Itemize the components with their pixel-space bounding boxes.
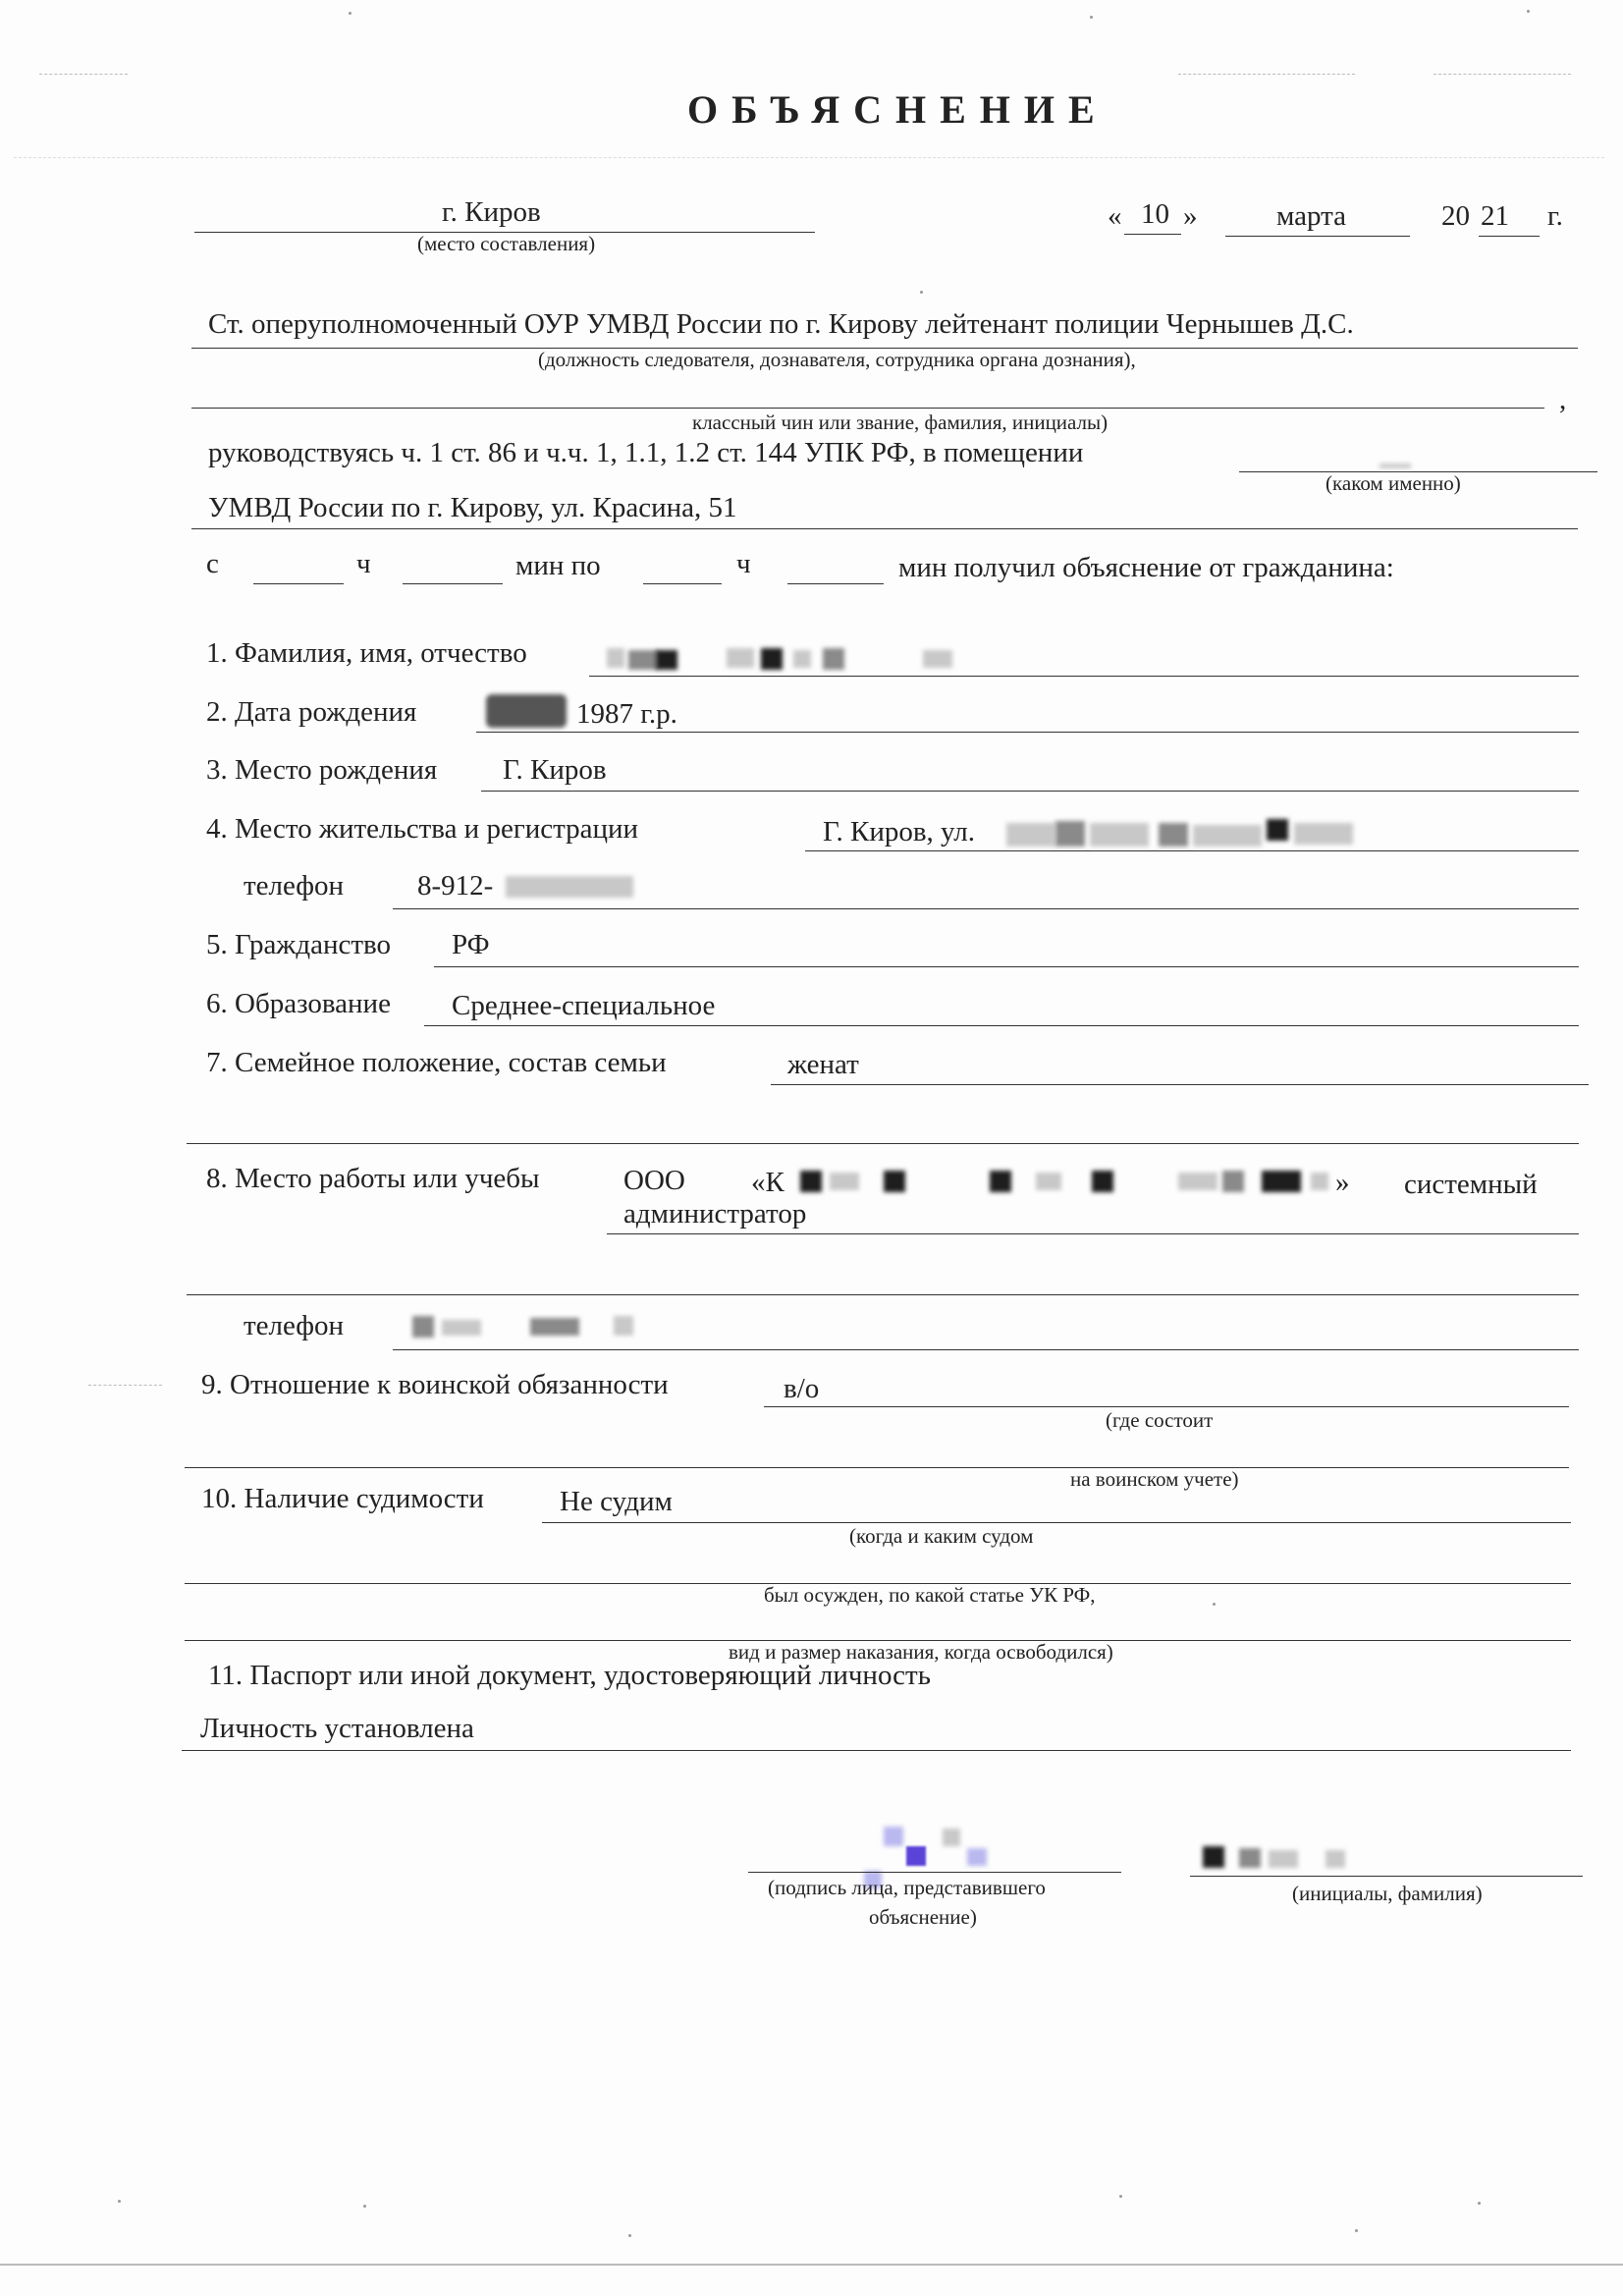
- redacted-block: [1159, 823, 1188, 847]
- signature-caption-1: (подпись лица, представившего: [768, 1876, 1046, 1899]
- scan-artifact: [363, 2205, 366, 2208]
- initials-line: [1190, 1876, 1583, 1877]
- conviction-line: [542, 1522, 1571, 1523]
- scan-artifact: [628, 2234, 631, 2237]
- redacted-block: [990, 1171, 1011, 1192]
- date-day-line: [1124, 234, 1181, 235]
- education-line: [424, 1025, 1579, 1026]
- education-label: 6. Образование: [206, 988, 391, 1019]
- passport-line: [182, 1750, 1571, 1751]
- birthplace-label: 3. Место рождения: [206, 754, 438, 786]
- initials-redaction: [1325, 1850, 1345, 1868]
- redacted-block: [727, 648, 754, 668]
- signature-redaction: [906, 1846, 926, 1866]
- military-caption-1: (где состоит: [1106, 1408, 1214, 1432]
- date-year-line: [1479, 236, 1540, 237]
- time-from: с: [206, 548, 219, 579]
- phone-line: [393, 908, 1579, 909]
- redacted-block: [412, 1316, 434, 1338]
- officer-caption: (должность следователя, дознавателя, сотрудника органа дознания),: [538, 348, 1136, 371]
- scan-artifact: [1213, 1603, 1216, 1606]
- redacted-block: [656, 650, 677, 670]
- redacted-block: [1294, 823, 1353, 845]
- scan-artifact: [118, 2200, 121, 2203]
- scan-artifact: [920, 291, 923, 294]
- redacted-block: [530, 1318, 579, 1336]
- redacted-block: [800, 1171, 822, 1192]
- officer-value: Ст. оперуполномоченный ОУР УМВД России по г. Кирову лейтенант полиции Чернышев Д.С.: [208, 308, 1354, 340]
- date-open-quote: «: [1108, 200, 1122, 232]
- date-year-prefix: 20: [1441, 200, 1470, 232]
- date-month: марта: [1276, 200, 1347, 232]
- redacted-block: [628, 650, 658, 670]
- scan-artifact: [1090, 16, 1093, 19]
- signature-redaction: [943, 1829, 960, 1846]
- scan-artifact: [349, 12, 352, 15]
- family-label: 7. Семейное положение, состав семьи: [206, 1047, 667, 1078]
- residence-line: [805, 850, 1579, 851]
- military-line-2: [185, 1467, 1569, 1468]
- scan-artifact: [1527, 10, 1530, 13]
- conviction-value: Не судим: [560, 1486, 673, 1517]
- work-org: ООО: [623, 1165, 685, 1196]
- military-caption-2: на воинском учете): [1070, 1467, 1239, 1491]
- family-value: женат: [787, 1049, 859, 1080]
- family-line-2: [187, 1143, 1579, 1144]
- date-year-letter: г.: [1547, 200, 1563, 232]
- conviction-label: 10. Наличие судимости: [201, 1483, 484, 1514]
- rank-comma: ,: [1559, 384, 1567, 415]
- time-h2: ч: [736, 548, 751, 579]
- room-line-2: [191, 528, 1578, 529]
- time-line-m1: [403, 583, 503, 584]
- birth-line: [476, 732, 1579, 733]
- date-day: 10: [1141, 198, 1169, 230]
- time-line-m2: [787, 583, 884, 584]
- initials-redaction: [1269, 1850, 1298, 1868]
- redacted-block: [830, 1173, 859, 1190]
- redacted-block: [486, 694, 567, 728]
- redacted-block: [1222, 1171, 1244, 1192]
- conviction-caption-3: вид и размер наказания, когда освободился): [729, 1640, 1113, 1664]
- rank-line: [191, 408, 1544, 409]
- residence-label: 4. Место жительства и регистрации: [206, 813, 639, 845]
- phone-value: 8-912-: [417, 870, 494, 902]
- name-label: 1. Фамилия, имя, отчество: [206, 637, 527, 669]
- scan-artifact: [1355, 2229, 1358, 2232]
- military-line: [764, 1406, 1569, 1407]
- signature-caption-2: объяснение): [869, 1905, 977, 1929]
- scan-artifact: [1478, 2202, 1481, 2205]
- scan-artifact: [14, 157, 1604, 158]
- citizenship-line: [434, 966, 1579, 967]
- redacted-block: [923, 650, 952, 668]
- initials-caption: (инициалы, фамилия): [1292, 1882, 1483, 1905]
- scan-artifact: [39, 74, 128, 75]
- document-title: ОБЪЯСНЕНИЕ: [687, 87, 1109, 132]
- redacted-block: [884, 1171, 905, 1192]
- work-label: 8. Место работы или учебы: [206, 1163, 540, 1194]
- scan-artifact: [88, 1385, 162, 1386]
- military-value: в/о: [784, 1373, 820, 1404]
- scan-artifact: [1119, 2195, 1122, 2198]
- signature-redaction: [967, 1848, 987, 1866]
- place-caption: (место составления): [417, 232, 596, 255]
- birth-label: 2. Дата рождения: [206, 696, 417, 728]
- work-quote-close: »: [1335, 1167, 1350, 1198]
- redacted-block: [793, 650, 811, 668]
- redacted-block: [1193, 825, 1262, 847]
- redacted-block: [1006, 823, 1055, 847]
- time-line-h1: [253, 583, 344, 584]
- work-phone-label: телефон: [243, 1310, 345, 1341]
- work-phone-line: [393, 1349, 1579, 1350]
- date-close-quote: »: [1183, 200, 1198, 232]
- conviction-caption-1: (когда и каким судом: [849, 1524, 1034, 1548]
- redacted-block: [1267, 819, 1288, 841]
- redacted-block: [1311, 1173, 1328, 1190]
- signature-redaction: [884, 1827, 903, 1846]
- date-year-suffix: 21: [1481, 200, 1509, 232]
- time-tail: мин получил объяснение от гражданина:: [898, 552, 1394, 583]
- redacted-block: [1036, 1173, 1061, 1190]
- redacted-block: [1262, 1171, 1301, 1192]
- education-value: Среднее-специальное: [452, 990, 716, 1021]
- phone-label: телефон: [243, 870, 345, 902]
- rank-caption: классный чин или звание, фамилия, инициалы): [692, 410, 1109, 434]
- conviction-caption-2: был осужден, по какой статье УК РФ,: [764, 1583, 1096, 1607]
- passport-label: 11. Паспорт или иной документ, удостоверяющий личность: [208, 1660, 931, 1691]
- work-line-2: [187, 1294, 1579, 1295]
- redacted-block: [1092, 1171, 1113, 1192]
- redacted-block: [1055, 821, 1085, 847]
- initials-redaction: [1203, 1846, 1224, 1868]
- time-h1: ч: [356, 548, 371, 579]
- redacted-block: [506, 876, 633, 898]
- citizenship-value: РФ: [452, 929, 490, 960]
- guided-text: руководствуясь ч. 1 ст. 86 и ч.ч. 1, 1.1, 1.2 ст. 144 УПК РФ, в помещении: [208, 437, 1084, 468]
- name-line: [589, 676, 1579, 677]
- work-line: [607, 1233, 1579, 1234]
- initials-redaction: [1239, 1848, 1261, 1868]
- time-m1: мин по: [515, 550, 601, 581]
- birthplace-value: Г. Киров: [503, 754, 607, 786]
- residence-value: Г. Киров, ул.: [823, 816, 975, 847]
- date-month-line: [1225, 236, 1410, 237]
- room-caption: (каком именно): [1325, 471, 1461, 495]
- work-position-2: администратор: [623, 1198, 807, 1230]
- scan-edge: [0, 2264, 1623, 2266]
- redacted-block: [614, 1316, 633, 1336]
- redacted-block: [1380, 464, 1411, 468]
- room-value: УМВД России по г. Кирову, ул. Красина, 51: [208, 492, 737, 523]
- birth-value: 1987 г.р.: [576, 698, 677, 730]
- scan-artifact: [1178, 74, 1355, 75]
- redacted-block: [823, 648, 844, 670]
- birthplace-line: [481, 791, 1579, 792]
- citizenship-label: 5. Гражданство: [206, 929, 392, 960]
- redacted-block: [607, 648, 624, 668]
- redacted-block: [1090, 823, 1149, 847]
- passport-value: Личность установлена: [200, 1713, 474, 1744]
- family-line: [771, 1084, 1589, 1085]
- military-label: 9. Отношение к воинской обязанности: [201, 1369, 669, 1400]
- redacted-block: [761, 648, 783, 670]
- time-line-h2: [643, 583, 722, 584]
- redacted-block: [1178, 1173, 1217, 1190]
- work-quote-open: «К: [751, 1167, 784, 1198]
- scan-artifact: [1434, 74, 1571, 75]
- signature-line: [748, 1872, 1121, 1873]
- work-position: системный: [1404, 1169, 1538, 1200]
- redacted-block: [442, 1320, 481, 1336]
- place-value: г. Киров: [442, 196, 541, 228]
